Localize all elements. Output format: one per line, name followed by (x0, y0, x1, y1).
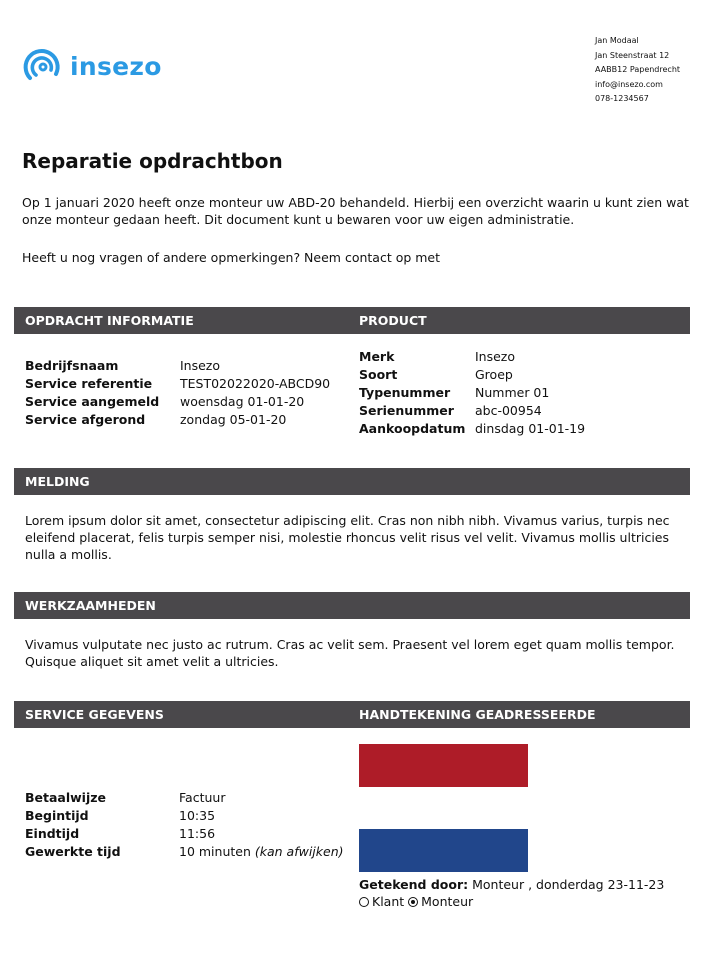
info-row (25, 357, 330, 375)
service-value: Factuur (179, 790, 226, 805)
section-bar-service-handtekening (14, 701, 690, 728)
radio-klant[interactable] (359, 897, 369, 907)
melding-text: Lorem ipsum dolor sit amet, consectetur adipiscing elit. Cras non nibh nibh. Vivamus varius, turpis nec eleifend placerat, felis turpis semper nisi, molestie rhoncus velit risus vel velit. Vivamus mollis ultricies nulla a mollis. (25, 513, 670, 562)
product-row (359, 366, 585, 384)
sender-street: Jan Steenstraat 12 (595, 50, 670, 60)
service-label: Gewerkte tijd (25, 844, 121, 859)
page-title: Reparatie opdrachtbon (22, 149, 283, 173)
company-logo (22, 48, 162, 84)
sender-email: info@insezo.com (595, 79, 663, 89)
service-row (25, 843, 344, 861)
sender-name: Jan Modaal (595, 36, 639, 45)
intro-text: Op 1 januari 2020 heeft onze monteur uw ABD-20 behandeld. Hierbij een overzicht waarin u kunt zien wat onze monteur gedaan heeft. Dit document kunt u bewaren voor uw eigen administratie. (22, 195, 689, 227)
radio-monteur[interactable] (408, 897, 418, 907)
product-row (359, 402, 585, 420)
product-row (359, 348, 585, 366)
insezo-logo-icon (22, 48, 62, 84)
brand-name: insezo (70, 51, 162, 81)
info-label: Service aangemeld (25, 394, 160, 409)
signature-image-top (359, 744, 528, 787)
section-bar-opdracht-product (14, 307, 690, 334)
service-label: Betaalwijze (25, 790, 107, 805)
info-value: TEST02022020-ABCD90 (180, 376, 331, 391)
radio-label-klant: Klant (372, 894, 405, 909)
info-label: Bedrijfsnaam (25, 358, 119, 373)
product-value: Insezo (475, 349, 516, 364)
heading-handtekening: HANDTEKENING GEADRESSEERDE (359, 707, 596, 722)
info-label: Service referentie (25, 376, 153, 391)
signer-role-options (359, 893, 664, 910)
service-row (25, 825, 344, 843)
section-bar-werkzaamheden (14, 592, 690, 619)
product-label: Merk (359, 349, 395, 364)
radio-label-monteur: Monteur (421, 894, 474, 909)
question-text: Heeft u nog vragen of andere opmerkingen? Neem contact op met (22, 250, 441, 265)
signature-image-bottom (359, 829, 528, 872)
info-row (25, 411, 330, 429)
service-value: 11:56 (179, 826, 216, 841)
service-label: Eindtijd (25, 826, 80, 841)
sender-address (595, 34, 680, 107)
signed-value: Monteur , donderdag 23-11-23 (468, 877, 665, 892)
service-value: 10 minuten (179, 844, 251, 859)
sender-city: AABB12 Papendrecht (595, 65, 681, 75)
product-value: Groep (475, 367, 513, 382)
service-note: (kan afwijken) (254, 844, 344, 859)
service-row (25, 807, 344, 825)
product-label: Soort (359, 367, 398, 382)
heading-melding: MELDING (25, 474, 90, 489)
signed-by (359, 876, 664, 910)
info-value: Insezo (180, 358, 221, 373)
product-value: Nummer 01 (475, 385, 550, 400)
sender-phone: 078-1234567 (595, 94, 649, 104)
heading-werkzaamheden: WERKZAAMHEDEN (25, 598, 156, 613)
service-value: 10:35 (179, 808, 216, 823)
info-label: Service afgerond (25, 412, 146, 427)
signed-label: Getekend door: (359, 877, 469, 892)
product-label: Aankoopdatum (359, 421, 466, 436)
product-value: dinsdag 01-01-19 (475, 421, 586, 436)
heading-product: PRODUCT (359, 313, 427, 328)
opdracht-info-list (25, 357, 330, 429)
product-value: abc-00954 (475, 403, 542, 418)
product-row (359, 420, 585, 438)
info-value: zondag 05-01-20 (180, 412, 287, 427)
product-label: Serienummer (359, 403, 454, 418)
section-bar-melding (14, 468, 690, 495)
product-row (359, 384, 585, 402)
service-label: Begintijd (25, 808, 89, 823)
service-info-list (25, 789, 344, 861)
heading-service: SERVICE GEGEVENS (25, 707, 164, 722)
service-row (25, 789, 344, 807)
product-info-list (359, 348, 585, 438)
info-row (25, 375, 330, 393)
info-row (25, 393, 330, 411)
info-value: woensdag 01-01-20 (180, 394, 305, 409)
werkzaamheden-text: Vivamus vulputate nec justo ac rutrum. Cras ac velit sem. Praesent vel lorem eget quam mollis tempor. Quisque aliquet sit amet velit a ultricies. (25, 637, 675, 669)
product-label: Typenummer (359, 385, 451, 400)
heading-opdracht: OPDRACHT INFORMATIE (25, 313, 194, 328)
